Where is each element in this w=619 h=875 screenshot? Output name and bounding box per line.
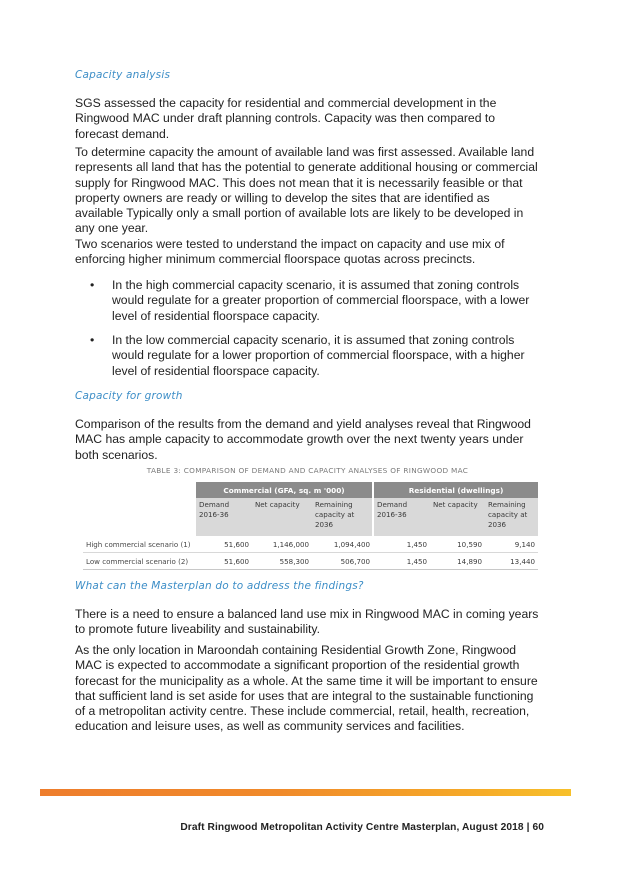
table-cell: 51,600 — [195, 536, 252, 553]
column-header: Net capacity — [252, 498, 312, 536]
comparison-table — [83, 482, 538, 570]
column-header: Demand 2016-36 — [373, 498, 430, 536]
footer-accent-bar — [40, 789, 571, 796]
bullet-dot: • — [90, 278, 95, 292]
capacity-analysis-heading: Capacity analysis — [75, 69, 171, 81]
table-caption: TABLE 3: COMPARISON OF DEMAND AND CAPACITY ANALYSES OF RINGWOOD MAC — [146, 466, 469, 475]
table-corner — [83, 498, 195, 536]
row-label: High commercial scenario (1) — [83, 536, 195, 553]
bullet-low-commercial — [90, 333, 543, 379]
table-cell: 51,600 — [195, 553, 252, 570]
bullet-high-commercial — [90, 278, 543, 324]
masterplan-findings-heading: What can the Masterplan do to address the findings? — [75, 580, 364, 592]
column-header: Net capacity — [430, 498, 485, 536]
row-label: Low commercial scenario (2) — [83, 553, 195, 570]
table-cell: 14,890 — [430, 553, 485, 570]
table-cell: 558,300 — [252, 553, 312, 570]
table-cell: 10,590 — [430, 536, 485, 553]
paragraph-maroondah-growth: As the only location in Maroondah containing Residential Growth Zone, Ringwood MAC is expected to accommodate a significant proportion of the residential growth forecast for the municipality as a whole. At the same time it will be important to ensure that sufficient land is set aside for uses that are integral to the sustainable functioning of a metropolitan activity centre. These include commercial, retail, health, recreation, education and leisure uses, as well as community services and facilities. — [75, 643, 538, 734]
paragraph-determine-capacity: To determine capacity the amount of available land was first assessed. Available land represents all land that has the potential to generate additional housing or commercial supply for Ringwood MAC. This does not mean that it is necessarily feasible or that property owners are ready or willing to develop the sites that are identified as available Typically only a small portion of available lots are likely to be developed in any one year. — [75, 145, 538, 236]
table-cell: 1,146,000 — [252, 536, 312, 553]
column-header: Demand 2016-36 — [195, 498, 252, 536]
table-cell: 13,440 — [485, 553, 538, 570]
table-corner — [83, 482, 195, 498]
table-cell: 1,450 — [373, 553, 430, 570]
capacity-for-growth-heading: Capacity for growth — [75, 390, 183, 402]
bullet-high-commercial-text: In the high commercial capacity scenario, it is assumed that zoning controls would regulate for a greater proportion of commercial floorspace, with a lower level of residential floorspace capacity. — [112, 278, 530, 323]
column-header: Remaining capacity at 2036 — [485, 498, 538, 536]
table-cell: 1,094,400 — [312, 536, 373, 553]
table-cell: 1,450 — [373, 536, 430, 553]
table-row — [83, 553, 538, 570]
bullet-low-commercial-text: In the low commercial capacity scenario, it is assumed that zoning controls would regulate for a lower proportion of commercial floorspace, with a higher level of residential floorspace capacity. — [112, 333, 525, 378]
bullet-dot: • — [90, 333, 95, 347]
group-header-residential: Residential (dwellings) — [373, 482, 538, 498]
paragraph-balanced-land-use: There is a need to ensure a balanced land use mix in Ringwood MAC in coming years to promote future liveability and sustainability. — [75, 607, 539, 637]
group-header-commercial: Commercial (GFA, sq. m '000) — [195, 482, 373, 498]
table-row — [83, 536, 538, 553]
page-footer: Draft Ringwood Metropolitan Activity Centre Masterplan, August 2018 | 60 — [180, 822, 544, 833]
paragraph-comparison-results: Comparison of the results from the demand and yield analyses reveal that Ringwood MAC has ample capacity to accommodate growth over the next twenty years under both scenarios. — [75, 417, 531, 462]
column-header: Remaining capacity at 2036 — [312, 498, 373, 536]
table-cell: 9,140 — [485, 536, 538, 553]
paragraph-sgs-assessed: SGS assessed the capacity for residential and commercial development in the Ringwood MAC under draft planning controls. Capacity was then compared to forecast demand. — [75, 96, 497, 141]
table-cell: 506,700 — [312, 553, 373, 570]
paragraph-two-scenarios: Two scenarios were tested to understand the impact on capacity and use mix of enforcing higher minimum commercial floorspace quotas across precincts. — [75, 237, 505, 267]
